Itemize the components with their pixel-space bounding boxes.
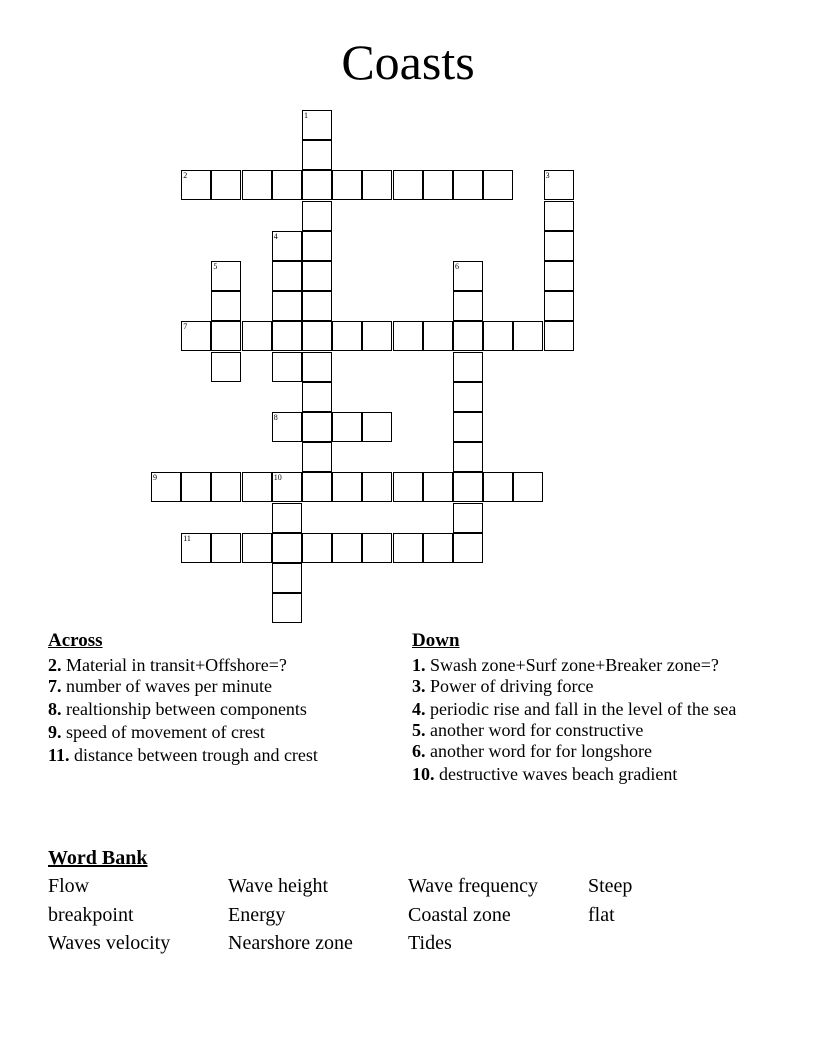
down-clue: 1. Swash zone+Surf zone+Breaker zone=? [412, 655, 719, 675]
crossword-cell[interactable] [272, 352, 302, 382]
crossword-cell[interactable] [302, 412, 332, 442]
crossword-cell[interactable] [211, 321, 241, 351]
crossword-cell[interactable] [332, 533, 362, 563]
word-bank-item: Wave frequency [408, 875, 538, 897]
puzzle-title: Coasts [341, 34, 475, 90]
crossword-cell[interactable] [332, 472, 362, 502]
down-clue: 4. periodic rise and fall in the level of the sea [412, 699, 737, 719]
crossword-cell[interactable] [362, 170, 392, 200]
crossword-cell[interactable] [272, 412, 302, 442]
crossword-cell[interactable] [362, 321, 392, 351]
crossword-cell[interactable] [272, 291, 302, 321]
down-clues [412, 630, 752, 785]
word-bank-item: Energy [228, 903, 286, 926]
word-bank-item: Coastal zone [408, 903, 511, 926]
crossword-cell[interactable] [272, 170, 302, 200]
word-bank-item: Steep [588, 875, 633, 897]
crossword-cell[interactable] [302, 321, 332, 351]
crossword-cell[interactable] [513, 321, 543, 351]
crossword-cell[interactable] [453, 412, 483, 442]
clue-number: 7 [183, 322, 188, 332]
across-clues [48, 630, 378, 766]
clue-number: 10 [273, 473, 282, 483]
crossword-cell[interactable] [483, 170, 513, 200]
crossword-cell[interactable] [393, 472, 423, 502]
crossword-cell[interactable] [302, 442, 332, 472]
word-bank-item: flat [588, 903, 615, 926]
crossword-cell[interactable] [544, 201, 574, 231]
across-clue: 11. distance between trough and crest [48, 745, 318, 765]
crossword-cell[interactable] [362, 533, 392, 563]
crossword-cell[interactable] [211, 261, 241, 291]
crossword-cell[interactable] [453, 472, 483, 502]
clue-number: 8 [273, 413, 278, 422]
crossword-cell[interactable] [332, 170, 362, 200]
word-bank [48, 875, 738, 961]
crossword-cell[interactable] [242, 472, 272, 502]
clue-number: 2 [183, 171, 188, 181]
crossword-cell[interactable] [453, 352, 483, 382]
down-clue: 5. another word for constructive [412, 720, 644, 740]
across-clue: 7. number of waves per minute [48, 676, 272, 696]
clue-number: 6 [455, 262, 459, 271]
crossword-cell[interactable] [181, 170, 211, 200]
crossword-cell[interactable] [513, 472, 543, 502]
across-clue: 2. Material in transit+Offshore=? [48, 655, 287, 675]
crossword-cell[interactable] [393, 321, 423, 351]
crossword-cell[interactable] [151, 472, 181, 502]
crossword-cell[interactable] [453, 291, 483, 321]
clue-number: 11 [183, 533, 191, 543]
crossword-cell[interactable] [242, 533, 272, 563]
word-bank-heading: Word Bank [48, 847, 148, 869]
crossword-cell[interactable] [181, 533, 211, 563]
across-clue: 8. realtionship between components [48, 699, 307, 719]
crossword-cell[interactable] [211, 533, 241, 563]
crossword-cell[interactable] [362, 472, 392, 502]
crossword-cell[interactable] [302, 352, 332, 382]
across-heading: Across [48, 630, 103, 651]
crossword-cell[interactable] [544, 321, 574, 351]
clue-number: 1 [304, 111, 308, 120]
crossword-cell[interactable] [211, 472, 241, 502]
crossword-cell[interactable] [272, 321, 302, 351]
crossword-cell[interactable] [544, 261, 574, 291]
word-bank-item: Tides [408, 932, 452, 954]
crossword-cell[interactable] [302, 110, 332, 140]
crossword-cell[interactable] [181, 472, 211, 502]
crossword-cell[interactable] [453, 382, 483, 412]
crossword-cell[interactable] [242, 170, 272, 200]
clue-number: 4 [273, 231, 278, 241]
crossword-cell[interactable] [332, 321, 362, 351]
word-bank-item: Wave height [228, 875, 329, 897]
crossword-cell[interactable] [453, 170, 483, 200]
crossword-cell[interactable] [302, 291, 332, 321]
crossword-cell[interactable] [272, 261, 302, 291]
crossword-cell[interactable] [302, 231, 332, 261]
down-clue: 3. Power of driving force [412, 676, 594, 696]
crossword-cell[interactable] [272, 472, 302, 502]
crossword-cell[interactable] [362, 412, 392, 442]
crossword-cell[interactable] [423, 472, 453, 502]
crossword-cell[interactable] [453, 261, 483, 291]
crossword-cell[interactable] [423, 170, 453, 200]
crossword-cell[interactable] [181, 321, 211, 351]
crossword-cell[interactable] [272, 503, 302, 533]
crossword-cell[interactable] [423, 321, 453, 351]
crossword-cell[interactable] [302, 201, 332, 231]
crossword-cell[interactable] [211, 291, 241, 321]
crossword-cell[interactable] [302, 533, 332, 563]
word-bank-item: Flow [48, 875, 90, 897]
crossword-cell[interactable] [393, 533, 423, 563]
down-heading: Down [412, 630, 460, 651]
crossword-cell[interactable] [302, 261, 332, 291]
crossword-cell[interactable] [302, 472, 332, 502]
word-bank-item: breakpoint [48, 903, 134, 926]
crossword-cell[interactable] [483, 321, 513, 351]
crossword-cell[interactable] [272, 231, 302, 261]
crossword-cell[interactable] [332, 412, 362, 442]
crossword-cell[interactable] [272, 563, 302, 593]
clue-number: 3 [545, 171, 550, 181]
crossword-cell[interactable] [211, 170, 241, 200]
crossword-cell[interactable] [453, 533, 483, 563]
word-bank-item: Waves velocity [48, 932, 171, 954]
crossword-cell[interactable] [302, 140, 332, 170]
crossword-cell[interactable] [483, 472, 513, 502]
crossword-cell[interactable] [544, 170, 574, 200]
crossword-cell[interactable] [453, 503, 483, 533]
crossword-cell[interactable] [302, 382, 332, 412]
crossword-cell[interactable] [242, 321, 272, 351]
crossword-cell[interactable] [272, 593, 302, 623]
clue-number: 5 [213, 262, 218, 271]
crossword-cell[interactable] [272, 533, 302, 563]
crossword-cell[interactable] [544, 291, 574, 321]
crossword-cell[interactable] [211, 352, 241, 382]
crossword-cell[interactable] [453, 321, 483, 351]
crossword-cell[interactable] [393, 170, 423, 200]
crossword-cell[interactable] [544, 231, 574, 261]
clue-number: 9 [153, 473, 157, 483]
crossword-cell[interactable] [453, 442, 483, 472]
down-clue: 10. destructive waves beach gradient [412, 764, 678, 784]
across-clue: 9. speed of movement of crest [48, 722, 265, 742]
crossword-cell[interactable] [302, 170, 332, 200]
crossword-cell[interactable] [423, 533, 453, 563]
down-clue: 6. another word for for longshore [412, 741, 652, 761]
word-bank-item: Nearshore zone [228, 932, 353, 954]
